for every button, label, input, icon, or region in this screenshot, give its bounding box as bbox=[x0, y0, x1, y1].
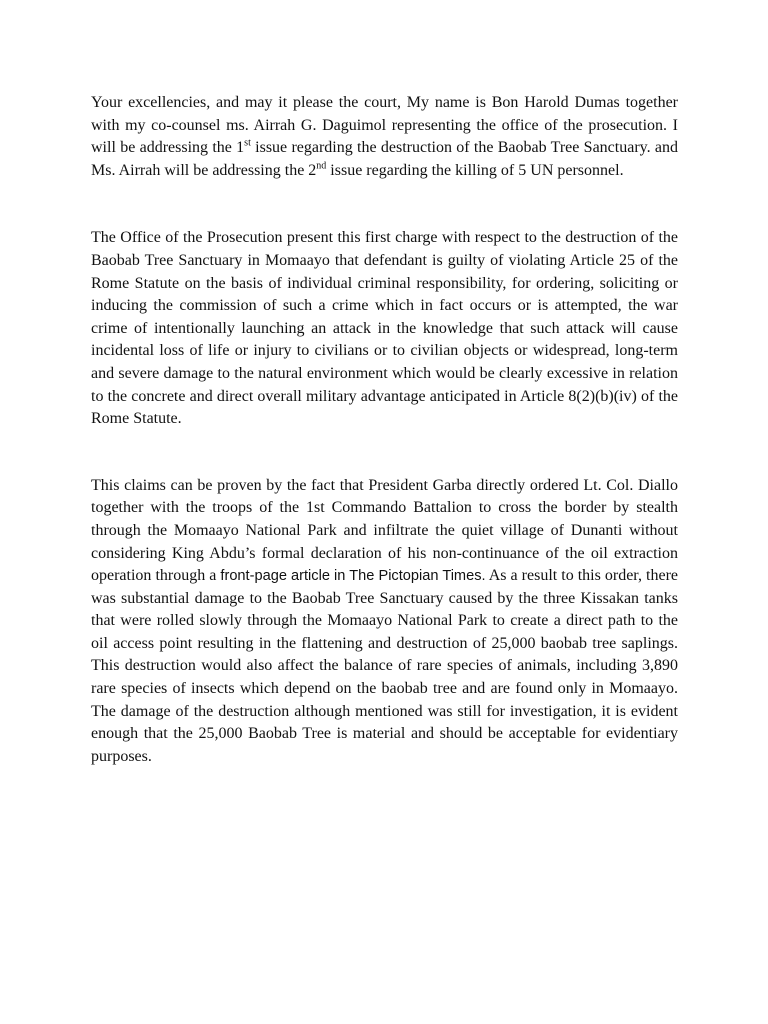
document-page bbox=[91, 92, 678, 768]
paragraph-opening bbox=[91, 92, 678, 182]
paragraph-text: As a result to this order, there was substantial damage to the Baobab Tree Sanctuary caused by the three Kissakan tanks that were rolled slowly through the Momaayo National Park to create a direct path to the oil access point resulting in the flattening and destruction of 25,000 baobab tree saplings. This destruction would also affect the balance of rare species of animals, including 3,890 rare species of insects which depend on the baobab tree and are found only in Momaayo. The damage of the destruction although mentioned was still for investigation, it is evident enough that the 25,000 Baobab Tree is material and should be acceptable for evidentiary purposes. bbox=[91, 567, 679, 765]
superscript-nd: nd bbox=[316, 160, 327, 172]
superscript-st: st bbox=[244, 137, 251, 149]
paragraph-charge: The Office of the Prosecution present this first charge with respect to the destruction of the Baobab Tree Sanctuary in Momaayo that defendant is guilty of violating Article 25 of the Rome Statute on the basis of individual criminal responsibility, for ordering, soliciting or inducing the commission of such a crime which in fact occurs or is attempted, the war crime of intentionally launching an attack in the knowledge that such attack will cause incidental loss of life or injury to civilians or to civilian objects or widespread, long-term and severe damage to the natural environment which would be clearly excessive in relation to the concrete and direct overall military advantage anticipated in Article 8(2)(b)(iv) of the Rome Statute. bbox=[91, 229, 678, 428]
paragraph-spacer bbox=[91, 182, 678, 227]
paragraph-text-sans: front-page article in The Pictopian Times. bbox=[220, 568, 486, 585]
paragraph-evidence bbox=[91, 475, 678, 769]
paragraph-spacer bbox=[91, 431, 678, 475]
paragraph-text: Your excellencies, and may it please the court, My name is Bon Harold Dumas together with my co-counsel ms. Airrah G. Daguimol representing the office of the prosecution. I will be addressing the 1 bbox=[91, 94, 678, 157]
paragraph-text: This claims can be proven by the fact that President Garba directly ordered Lt. Col. Diallo together with the troops of the 1st Commando Battalion to cross the border by stealth through the Momaayo National Park and infiltrate the quiet village of Dunanti without considering King Abdu’s formal declaration of his non-continuance of the oil extraction operation through a bbox=[91, 476, 678, 585]
paragraph-text: issue regarding the destruction of the Baobab Tree Sanctuary. and Ms. Airrah will be addressing the 2 bbox=[91, 139, 679, 179]
paragraph-text: issue regarding the killing of 5 UN personnel. bbox=[326, 161, 624, 179]
